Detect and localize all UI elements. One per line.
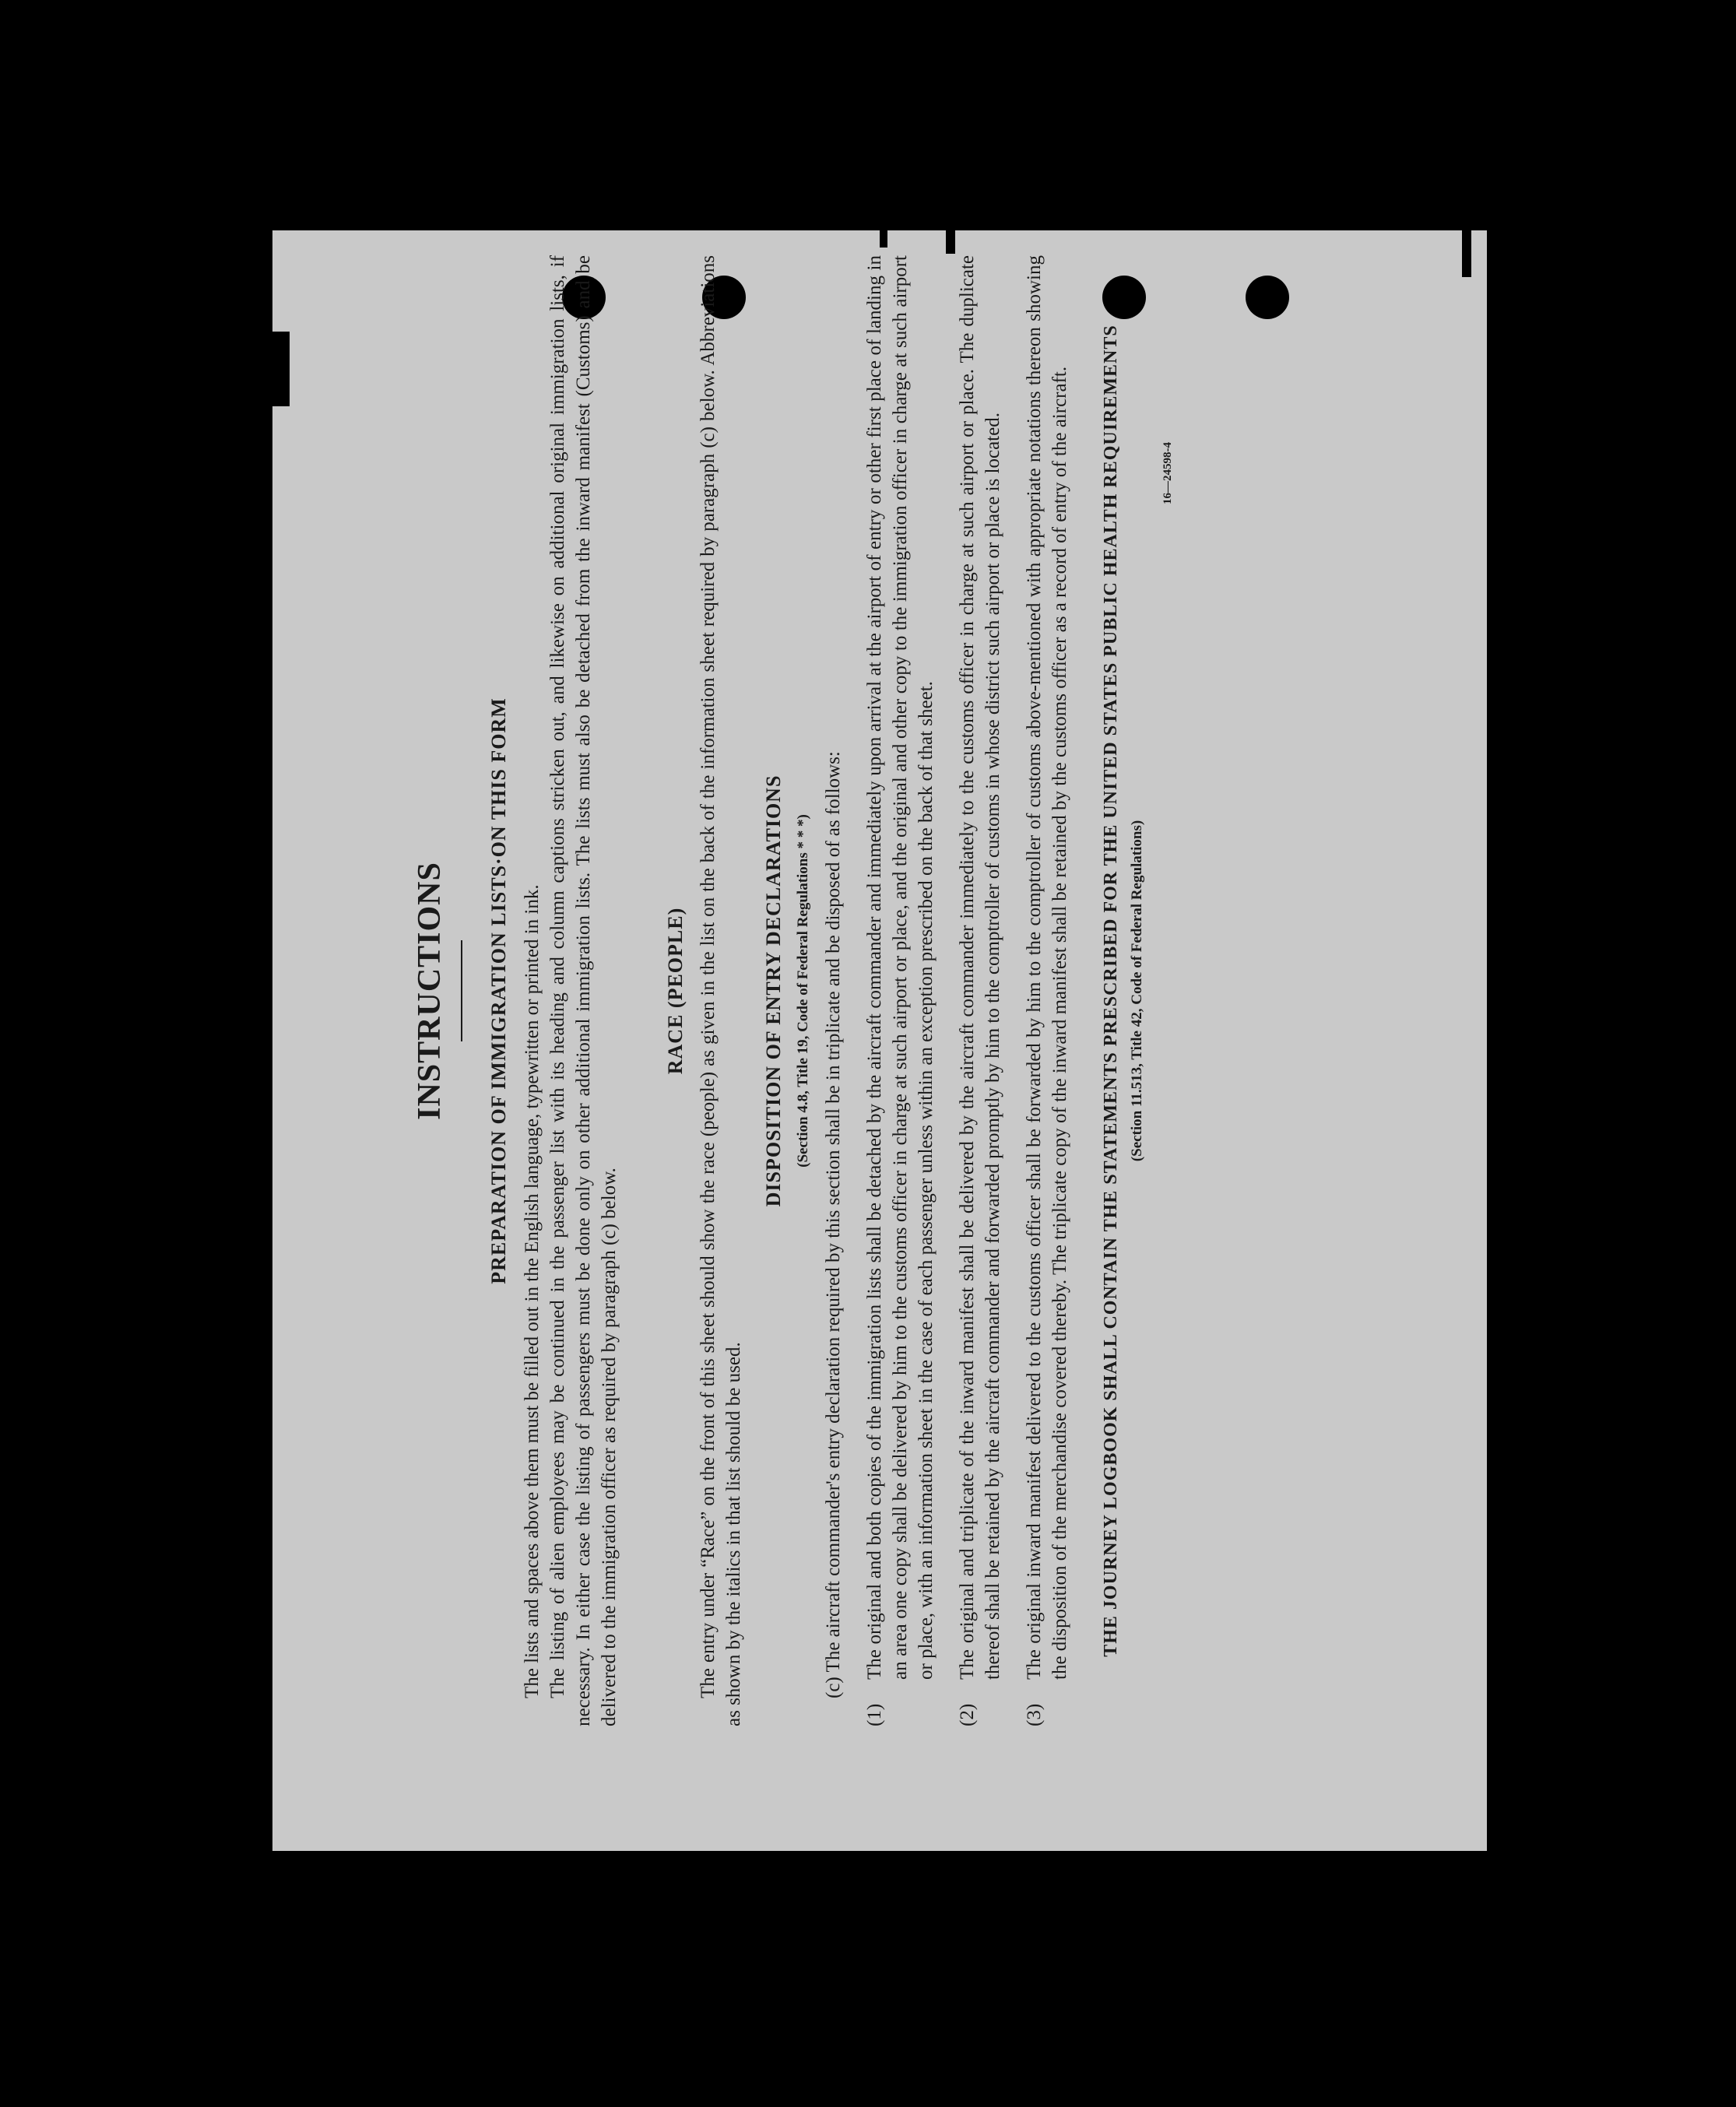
item-number: (1) [864, 1703, 886, 1726]
item-text: The original and triplicate of the inward manifest shall be delivered by the aircraft commander immediately to the customs officer in charge at such airport or place. The duplicate thereof shall be retained by the aircraft commander and forwarded promptly by him to the comptroller of customs in whose district such airport or place is located. [957, 255, 1004, 1680]
section-reference: (Section 4.8, Title 19, Code of Federal Regulations * * *) [795, 814, 812, 1168]
item-text: The original and both copies of the immigration lists shall be detached by the aircraft commander and immediately upon arrival at the airport of entry or other first place of landing in an area one copy shall be delivered by him to the customs officer in charge at such airport or place, and the original and other copy to the immigration officer in charge at such airport or place, with an information sheet in the case of each passenger unless within an exception prescribed on the back of that sheet. [864, 255, 937, 1680]
form-number: 16—24598-4 [1161, 442, 1175, 504]
paragraph-alien-employees: The listing of alien employees may be continued in the passenger list with its heading and column captions stricken out, and likewise on additional original immigration lists, if necessary. In either case the listing of passengers must be done only on other additional immigration lists. The lists must also be detached from the inward manifest (Customs) and be delivered to the immigration officer as required by paragraph (c) below. [546, 255, 620, 1726]
closing-reference: (Section 11.513, Title 42, Code of Federal Regulations) [1129, 820, 1146, 1162]
item-text: The original inward manifest delivered to the customs officer shall be forwarded by him to the comptroller of customs above-mentioned with appropriate notations thereon showing the disposition of the merchandise covered thereby. The triplicate copy of the inward manifest shall be retained by the customs officer as a record of entry of the aircraft. [1024, 255, 1071, 1680]
paragraph-lists-filled: The lists and spaces above them must be filled out in the English language, typewritten or printed in ink. [521, 884, 543, 1698]
instructions-text-rotated [272, 255, 1487, 1851]
paragraph-entry-declaration: (c) The aircraft commander's entry declaration required by this section shall be in triplicate and be disposed of as follows: [823, 751, 845, 1698]
item-number: (2) [957, 1703, 979, 1726]
list-item [954, 255, 1006, 1726]
paper-damage-mark [946, 230, 955, 254]
title-rule [461, 940, 462, 1041]
section-heading-race: RACE (PEOPLE) [663, 907, 687, 1075]
paper-damage-mark [880, 230, 887, 248]
document-page [272, 230, 1487, 1851]
section-heading-disposition: DISPOSITION OF ENTRY DECLARATIONS [762, 774, 785, 1207]
list-item [862, 255, 939, 1726]
section-heading-preparation: PREPARATION OF IMMIGRATION LISTS·ON THIS FORM [487, 697, 511, 1284]
page-title: INSTRUCTIONS [412, 862, 448, 1120]
paragraph-race-entry: The entry under “Race” on the front of this sheet should show the race (people) as given in the list on the back of the information sheet required by paragraph (c) below. Abbreviations as shown by the italics in that list should be used. [698, 255, 745, 1726]
closing-statement: THE JOURNEY LOGBOOK SHALL CONTAIN THE STATEMENTS PRESCRIBED FOR THE UNITED STATES PUBLIC HEALTH REQUIREMENTS [1101, 325, 1122, 1657]
list-item [1021, 255, 1073, 1726]
item-number: (3) [1024, 1703, 1045, 1726]
